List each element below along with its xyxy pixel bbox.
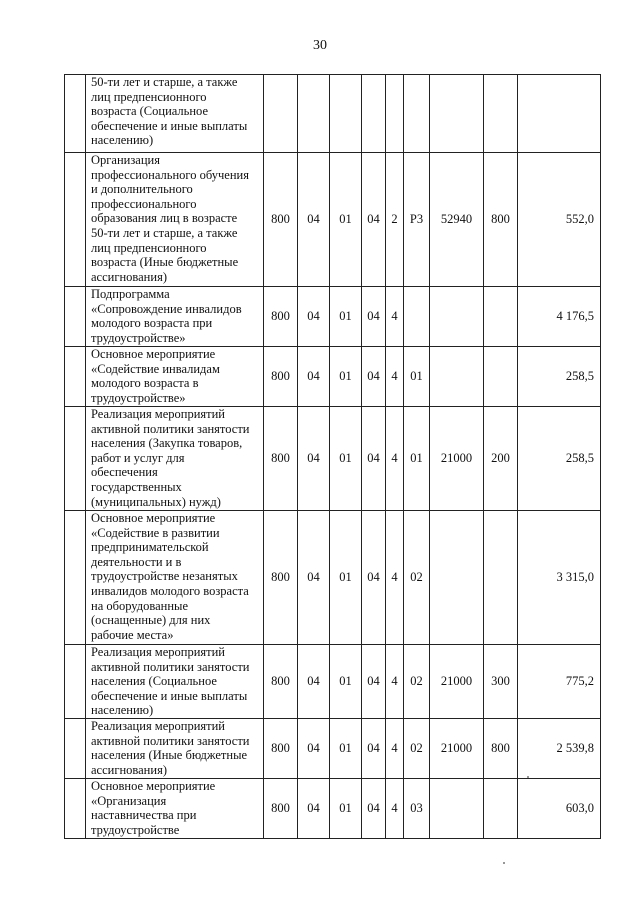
- amount: 775,2: [518, 645, 601, 719]
- ministry-code: 800: [264, 407, 298, 511]
- item-name-cell: [86, 719, 264, 779]
- direction-code: [430, 779, 484, 839]
- row-index-cell: [65, 779, 86, 839]
- item-name: Реализация мероприятий активной политики занятости населения (Закупка товаров, работ и услуг для обеспечения государственных (муниципальных) нужд): [91, 407, 250, 509]
- subsection-code: 01: [330, 511, 362, 645]
- amount: 3 315,0: [518, 511, 601, 645]
- program-code: 04: [362, 153, 386, 287]
- subprogram-code: 2: [386, 153, 404, 287]
- item-name-cell: [86, 407, 264, 511]
- program-code: 04: [362, 719, 386, 779]
- ministry-code: 800: [264, 287, 298, 347]
- table-row: [65, 287, 601, 347]
- section-code: 04: [298, 645, 330, 719]
- event-code: [404, 287, 430, 347]
- expense-type-code: [484, 287, 518, 347]
- program-code: 04: [362, 287, 386, 347]
- amount: 2 539,8: [518, 719, 601, 779]
- direction-code: 21000: [430, 719, 484, 779]
- subprogram-code: 4: [386, 347, 404, 407]
- section-code: 04: [298, 511, 330, 645]
- event-code: [404, 75, 430, 153]
- row-index-cell: [65, 287, 86, 347]
- subsection-code: 01: [330, 153, 362, 287]
- expense-type-code: 300: [484, 645, 518, 719]
- item-name-cell: [86, 511, 264, 645]
- row-index-cell: [65, 407, 86, 511]
- ministry-code: 800: [264, 719, 298, 779]
- item-name: Основное мероприятие «Содействие инвалидам молодого возраста в трудоустройстве»: [91, 347, 220, 405]
- event-code: 02: [404, 645, 430, 719]
- ministry-code: 800: [264, 645, 298, 719]
- section-code: 04: [298, 779, 330, 839]
- expense-type-code: [484, 347, 518, 407]
- item-name: Подпрограмма «Сопровождение инвалидов молодого возраста при трудоустройстве»: [91, 287, 242, 345]
- program-code: 04: [362, 511, 386, 645]
- item-name: 50-ти лет и старше, а также лиц предпенсионного возраста (Социальное обеспечение и иные выплаты населению): [91, 75, 248, 148]
- subsection-code: 01: [330, 645, 362, 719]
- amount: 4 176,5: [518, 287, 601, 347]
- direction-code: [430, 511, 484, 645]
- program-code: 04: [362, 779, 386, 839]
- row-index-cell: [65, 719, 86, 779]
- table-row: [65, 153, 601, 287]
- amount: 552,0: [518, 153, 601, 287]
- program-code: 04: [362, 347, 386, 407]
- event-code: 01: [404, 407, 430, 511]
- event-code: P3: [404, 153, 430, 287]
- expense-type-code: [484, 511, 518, 645]
- scan-speck: [527, 776, 529, 778]
- ministry-code: 800: [264, 153, 298, 287]
- subprogram-code: [386, 75, 404, 153]
- subprogram-code: 4: [386, 511, 404, 645]
- amount: 603,0: [518, 779, 601, 839]
- section-code: [298, 75, 330, 153]
- section-code: 04: [298, 153, 330, 287]
- amount: 258,5: [518, 347, 601, 407]
- event-code: 02: [404, 511, 430, 645]
- row-index-cell: [65, 75, 86, 153]
- subprogram-code: 4: [386, 407, 404, 511]
- budget-table: [64, 74, 601, 839]
- subsection-code: [330, 75, 362, 153]
- ministry-code: 800: [264, 779, 298, 839]
- item-name-cell: [86, 287, 264, 347]
- item-name-cell: [86, 347, 264, 407]
- table-row: [65, 645, 601, 719]
- item-name-cell: [86, 645, 264, 719]
- section-code: 04: [298, 287, 330, 347]
- direction-code: [430, 347, 484, 407]
- scan-speck: [503, 862, 505, 864]
- table-row: [65, 407, 601, 511]
- subprogram-code: 4: [386, 779, 404, 839]
- section-code: 04: [298, 407, 330, 511]
- subsection-code: 01: [330, 407, 362, 511]
- row-index-cell: [65, 347, 86, 407]
- ministry-code: 800: [264, 511, 298, 645]
- program-code: 04: [362, 407, 386, 511]
- program-code: [362, 75, 386, 153]
- item-name: Реализация мероприятий активной политики занятости населения (Иные бюджетные ассигнования): [91, 719, 250, 777]
- ministry-code: 800: [264, 347, 298, 407]
- expense-type-code: [484, 779, 518, 839]
- table-row: [65, 347, 601, 407]
- table-body: [65, 75, 601, 839]
- item-name-cell: [86, 75, 264, 153]
- amount: 258,5: [518, 407, 601, 511]
- page-number: 30: [313, 38, 327, 53]
- subsection-code: 01: [330, 719, 362, 779]
- expense-type-code: [484, 75, 518, 153]
- row-index-cell: [65, 645, 86, 719]
- subprogram-code: 4: [386, 287, 404, 347]
- amount: [518, 75, 601, 153]
- row-index-cell: [65, 511, 86, 645]
- direction-code: [430, 287, 484, 347]
- expense-type-code: 200: [484, 407, 518, 511]
- item-name: Основное мероприятие «Содействие в развитии предпринимательской деятельности и в трудоустройстве незанятых инвалидов молодого возраста на оборудованные (оснащенные) для них рабочие места»: [91, 511, 249, 642]
- item-name-cell: [86, 779, 264, 839]
- item-name-cell: [86, 153, 264, 287]
- expense-type-code: 800: [484, 153, 518, 287]
- event-code: 02: [404, 719, 430, 779]
- row-index-cell: [65, 153, 86, 287]
- item-name: Организация профессионального обучения и дополнительного профессионального образования лиц в возрасте 50-ти лет и старше, а также лиц предпенсионного возраста (Иные бюджетные ассигнования): [91, 153, 249, 284]
- item-name: Реализация мероприятий активной политики занятости населения (Социальное обеспечение и иные выплаты населению): [91, 645, 250, 718]
- direction-code: 21000: [430, 407, 484, 511]
- table-row: [65, 719, 601, 779]
- event-code: 03: [404, 779, 430, 839]
- table-row: [65, 75, 601, 153]
- direction-code: [430, 75, 484, 153]
- table-row: [65, 779, 601, 839]
- direction-code: 21000: [430, 645, 484, 719]
- subsection-code: 01: [330, 347, 362, 407]
- section-code: 04: [298, 347, 330, 407]
- expense-type-code: 800: [484, 719, 518, 779]
- event-code: 01: [404, 347, 430, 407]
- ministry-code: [264, 75, 298, 153]
- subprogram-code: 4: [386, 719, 404, 779]
- program-code: 04: [362, 645, 386, 719]
- item-name: Основное мероприятие «Организация наставничества при трудоустройстве: [91, 779, 216, 837]
- section-code: 04: [298, 719, 330, 779]
- direction-code: 52940: [430, 153, 484, 287]
- table-row: [65, 511, 601, 645]
- subsection-code: 01: [330, 287, 362, 347]
- subprogram-code: 4: [386, 645, 404, 719]
- subsection-code: 01: [330, 779, 362, 839]
